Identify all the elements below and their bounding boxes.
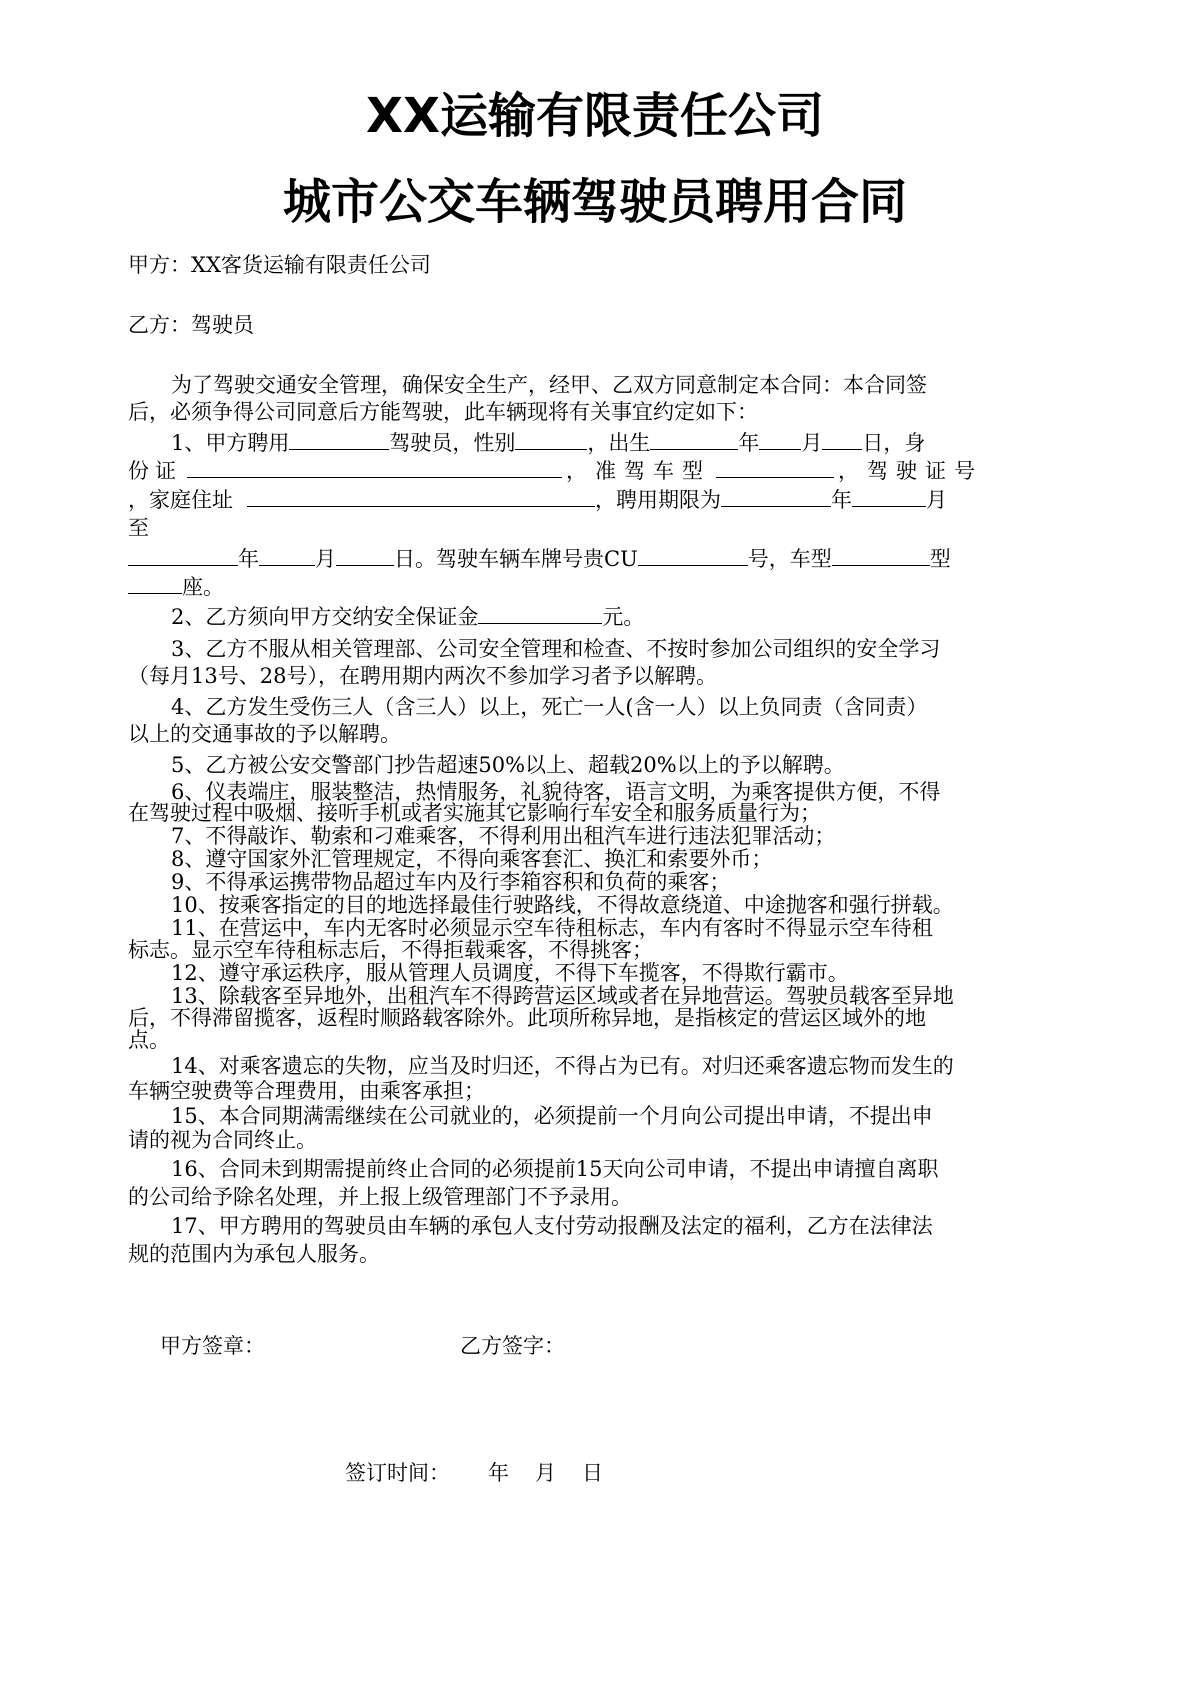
clause-1-line-5: [128, 546, 951, 572]
term-start-month-blank: [852, 487, 926, 507]
clause-4-line-2: 以上的交通事故的予以解聘。: [128, 722, 401, 746]
clause-7: 7、不得敲诈、勒索和刁难乘客，不得利用出租汽车进行违法犯罪活动；: [171, 824, 836, 848]
clause-1-text: 年: [238, 547, 259, 571]
birth-month-blank: [759, 430, 801, 450]
document-title: XX运输有限责任公司: [365, 88, 825, 144]
party-a: 甲方：XX客货运输有限责任公司: [128, 253, 431, 277]
clause-2: [171, 604, 644, 630]
clause-2-text: 2、乙方须向甲方交纳安全保证金: [171, 605, 479, 629]
clause-1-text: 月: [801, 431, 823, 455]
gender-blank: [515, 430, 587, 450]
term-end-month-blank: [259, 546, 315, 566]
clause-1-text: 年: [738, 431, 760, 455]
clause-1-text: 日。驾驶车辆车牌号贵CU: [394, 547, 638, 571]
clause-1-line-6: [128, 574, 224, 600]
term-end-day-blank: [336, 546, 394, 566]
term-start-year-blank: [721, 487, 831, 507]
clause-10: 10、按乘客指定的目的地选择最佳行驶路线，不得故意绕道、中途抛客和强行拼载。: [171, 893, 954, 917]
clause-8: 8、遵守国家外汇管理规定，不得向乘客套汇、换汇和索要外币；: [171, 847, 773, 871]
clause-17-line-1: 17、甲方聘用的驾驶员由车辆的承包人支付劳动报酬及法定的福利，乙方在法律法: [171, 1214, 933, 1238]
clause-14-line-1: 14、对乘客遗忘的失物，应当及时归还，不得占为已有。对归还乘客遗忘物而发生的: [171, 1054, 954, 1078]
clause-12: 12、遵守承运秩序，服从管理人员调度，不得下车揽客，不得欺行霸市。: [171, 961, 849, 985]
plate-number-blank: [638, 546, 748, 566]
clause-11-line-2: 标志。显示空车待租标志后，不得拒载乘客，不得挑客；: [128, 938, 653, 962]
vehicle-class-blank: [716, 458, 834, 478]
party-b-signature-label: 乙方签字：: [460, 1334, 565, 1358]
signing-year-label: 年: [488, 1461, 509, 1485]
clause-1-text: ，家庭住址: [128, 488, 233, 512]
signing-date: [345, 1460, 603, 1486]
clause-13-line-2: 后，不得滞留揽客，返程时顺路载客除外。此项所称异地，是指核定的营运区域外的地: [128, 1006, 926, 1030]
clause-1-line-3: [128, 487, 947, 513]
clause-16-line-2: 的公司给予除名处理，并上报上级管理部门不予录用。: [128, 1185, 632, 1209]
vehicle-model-blank: [832, 546, 930, 566]
party-b: 乙方：驾驶员: [128, 313, 254, 337]
clause-5: 5、乙方被公安交警部门抄告超速50%以上、超载20%以上的予以解聘。: [171, 753, 845, 777]
clause-13-line-1: 13、除载客至异地外，出租汽车不得跨营运区域或者在异地营运。驾驶员载客至异地: [171, 984, 954, 1008]
intro-line-2: 后，必须争得公司同意后方能驾驶，此车辆现将有关事宜约定如下：: [128, 400, 758, 424]
clause-1-text: ，出生: [587, 431, 651, 455]
clause-15-line-2: 请的视为合同终止。: [128, 1128, 317, 1152]
clause-16-line-1: 16、合同未到期需提前终止合同的必须提前15天向公司申请，不提出申请擅自离职: [171, 1157, 939, 1181]
clause-1-text: 月: [926, 488, 947, 512]
clause-15-line-1: 15、本合同期满需继续在公司就业的，必须提前一个月向公司提出申请，不提出申: [171, 1104, 933, 1128]
clause-1-text: ，准驾车型: [566, 459, 711, 483]
clause-3-line-1: 3、乙方不服从相关管理部、公司安全管理和检查、不按时参加公司组织的安全学习: [171, 637, 941, 661]
signing-date-label: 签订时间：: [345, 1461, 450, 1485]
clause-1-line-1: [171, 430, 925, 456]
birth-day-blank: [822, 430, 862, 450]
clause-9: 9、不得承运携带物品超过车内及行李箱容积和负荷的乘客；: [171, 870, 731, 894]
clause-1-line-2: [128, 458, 983, 484]
clause-11-line-1: 11、在营运中，车内无客时必须显示空车待租标志，车内有客时不得显示空车待租: [171, 916, 933, 940]
clause-1-text: ，驾驶证号: [838, 459, 983, 483]
signing-month-label: 月: [535, 1461, 556, 1485]
deposit-amount-blank: [478, 604, 602, 624]
party-a-seal-label: 甲方签章：: [160, 1334, 265, 1358]
clause-1-text: ，聘用期限为: [595, 488, 721, 512]
clause-6-line-2: 在驾驶过程中吸烟、接听手机或者实施其它影响行车安全和服务质量行为；: [128, 801, 821, 825]
clause-1-text: 号，车型: [747, 547, 832, 571]
clause-6-line-1: 6、仪表端庄，服装整洁，热情服务，礼貌待客，语言文明，为乘客提供方便，不得: [171, 780, 941, 804]
clause-1-text: 驾驶员，性别: [389, 431, 516, 455]
clause-13-line-3: 点。: [128, 1028, 170, 1052]
intro-line-1: 为了驾驶交通安全管理，确保安全生产，经甲、乙双方同意制定本合同：本合同签: [171, 373, 927, 397]
clause-1-text: 份证: [128, 459, 182, 483]
seat-count-blank: [128, 574, 182, 594]
clause-1-line-4: 至: [128, 516, 149, 540]
clause-2-text: 元。: [602, 605, 645, 629]
clause-1-text: 1、甲方聘用: [171, 431, 290, 455]
clause-14-line-2: 车辆空驶费等合理费用，由乘客承担；: [128, 1079, 485, 1103]
clause-4-line-1: 4、乙方发生受伤三人（含三人）以上，死亡一人(含一人）以上负同责（含同责）: [171, 695, 928, 719]
clause-17-line-2: 规的范围内为承包人服务。: [128, 1242, 380, 1266]
clause-1-text: 型: [929, 547, 951, 571]
birth-year-blank: [650, 430, 738, 450]
signing-day-label: 日: [582, 1461, 603, 1485]
address-blank: [247, 487, 595, 507]
clause-3-line-2: （每月13号、28号），在聘用期内两次不参加学习者予以解聘。: [128, 664, 717, 688]
clause-1-text: 年: [831, 488, 852, 512]
clause-1-text: 座。: [182, 575, 224, 599]
id-number-blank: [187, 458, 562, 478]
term-end-year-blank: [128, 546, 238, 566]
clause-1-text: 日，身: [862, 431, 926, 455]
clause-1-text: 月: [315, 547, 336, 571]
employee-name-blank: [289, 430, 389, 450]
document-subtitle: 城市公交车辆驾驶员聘用合同: [282, 174, 907, 230]
